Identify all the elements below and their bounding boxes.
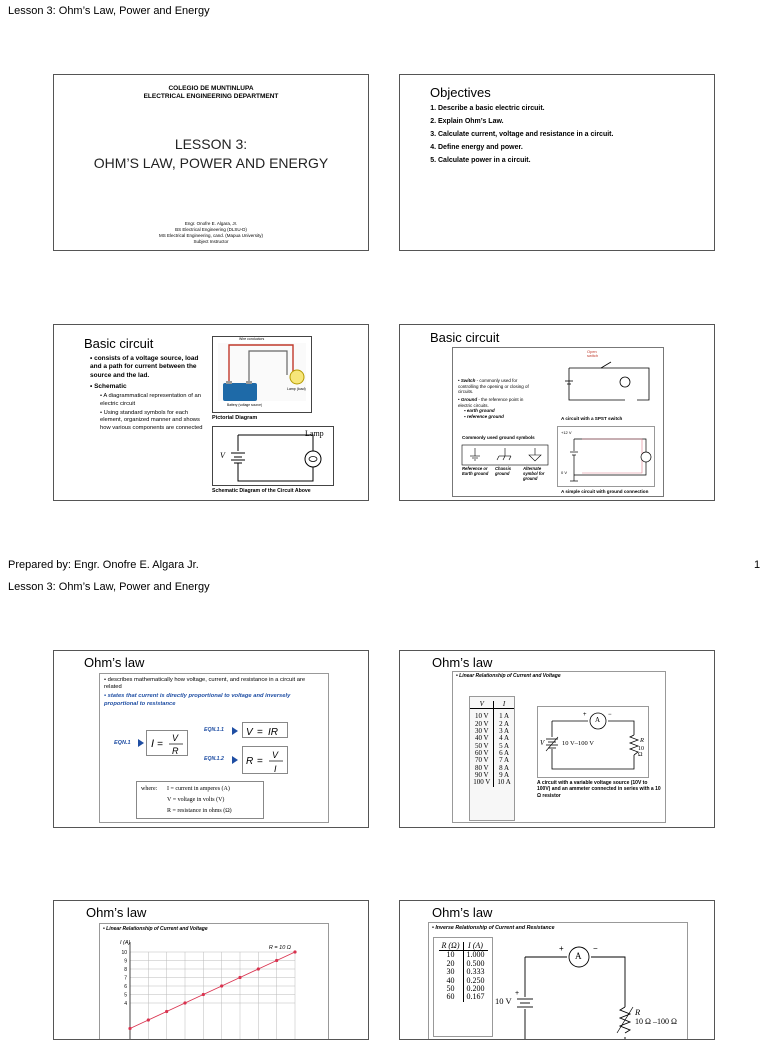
arrow-icon xyxy=(138,739,144,747)
table-row: 70 V 7 A xyxy=(470,757,514,764)
svg-text:V: V xyxy=(272,750,279,760)
objective-item: 2. Explain Ohm’s Law. xyxy=(438,115,613,128)
arrow-icon xyxy=(232,727,238,735)
diagram-label: Battery (voltage source) xyxy=(227,403,262,407)
slide-basic-circuit-1 xyxy=(53,324,369,501)
svg-text:V: V xyxy=(246,727,253,738)
symbols-heading: Commonly used ground symbols xyxy=(462,435,535,440)
svg-text:=: = xyxy=(257,756,263,767)
iv-chart xyxy=(100,924,329,1040)
chart-annotation: R = 10 Ω xyxy=(268,945,291,951)
page-number: 1 xyxy=(754,559,761,571)
ohms-law-table-figure xyxy=(452,671,666,823)
data-point xyxy=(128,1027,131,1030)
y-tick-label: 10 xyxy=(121,950,127,956)
svg-text:IR: IR xyxy=(268,727,278,738)
y-tick-label: 6 xyxy=(124,984,127,990)
svg-text:=: = xyxy=(257,727,263,738)
y-tick-label: 7 xyxy=(124,975,127,982)
table-header: I (A) xyxy=(463,942,488,951)
page-header: Lesson 3: Ohm’s Law, Power and Energy xyxy=(8,5,210,17)
ground-circuit xyxy=(557,426,655,487)
page-header: Lesson 3: Ohm’s Law, Power and Energy xyxy=(8,581,210,593)
data-point xyxy=(183,1001,186,1004)
data-point xyxy=(238,976,241,979)
table-row: 20 0.500 xyxy=(439,960,488,968)
figure-caption: A simple circuit with ground connection xyxy=(561,489,649,494)
figure-subtitle: • Linear Relationship of Current and Voltage xyxy=(456,673,561,679)
svg-text:−: − xyxy=(593,944,598,953)
switch-label: Open switch xyxy=(587,349,599,359)
voltage-label: 0 V xyxy=(561,470,568,475)
svg-text:=: = xyxy=(157,739,163,750)
equation-label: EQN.1 xyxy=(114,740,131,746)
arrow-icon xyxy=(232,756,238,764)
table-row: 60 0.167 xyxy=(439,993,488,1001)
data-point xyxy=(202,993,205,996)
series-line xyxy=(130,952,295,1029)
svg-text:V: V xyxy=(172,733,179,743)
where-label: where: xyxy=(141,786,158,792)
sub-bullet-text: • Using standard symbols for each element, organized manner and shows how various components are connected xyxy=(100,410,203,431)
source-value: 10 V xyxy=(495,996,512,1006)
ri-table xyxy=(433,937,493,1037)
svg-text:−: − xyxy=(608,712,612,718)
author-name: Engr. Onofre E. Algara, Jr. xyxy=(184,221,238,226)
definition-item: I = current in amperes (A) xyxy=(167,786,230,792)
data-point xyxy=(165,1010,168,1013)
sub-bullet-text: ▪ earth ground xyxy=(464,408,495,414)
variable-source-circuit xyxy=(537,706,649,778)
equation-box xyxy=(242,746,288,774)
table-row: 30 0.333 xyxy=(439,968,488,976)
symbol-label: Reference or Earth ground xyxy=(462,466,489,476)
variable-resistor-circuit xyxy=(495,937,685,1040)
ohms-law-figure xyxy=(99,673,329,823)
equation-box xyxy=(242,722,288,738)
table-row: 30 V 3 A xyxy=(470,728,514,735)
objective-item: 1. Describe a basic electric circuit. xyxy=(438,102,613,115)
resistor-label: R xyxy=(635,1007,641,1017)
table-header: R (Ω) xyxy=(441,941,460,950)
table-row: 60 V 6 A xyxy=(470,750,514,757)
page-footer: Prepared by: Engr. Onofre E. Algara Jr. xyxy=(8,559,199,571)
source-value: 10 V–100 V xyxy=(562,740,594,747)
table-row: 50 V 5 A xyxy=(470,743,514,750)
data-point xyxy=(147,1018,150,1021)
lesson-topic: OHM’S LAW, POWER AND ENERGY xyxy=(93,154,329,171)
diagram-label: Wire conductors xyxy=(239,337,265,341)
table-row: 50 0.200 xyxy=(439,985,488,993)
voltage-label: V xyxy=(540,739,545,747)
table-row: 40 0.250 xyxy=(439,977,488,985)
equation-box xyxy=(146,730,188,756)
voltage-label: V xyxy=(220,451,225,460)
resistor-range: 10 Ω –100 Ω xyxy=(635,1017,677,1026)
table-row: 10 1.000 xyxy=(439,951,488,960)
slide-heading: Basic circuit xyxy=(430,330,500,345)
objective-item: 4. Define energy and power. xyxy=(438,141,613,154)
objective-item: 3. Calculate current, voltage and resistance in a circuit. xyxy=(438,128,613,141)
slide-heading: Ohm’s law xyxy=(432,655,493,670)
definitions-box xyxy=(136,781,264,819)
bullet-text: • Ground - the reference point in electric circuits. xyxy=(458,396,524,408)
resistor-label: R xyxy=(640,737,644,744)
sub-bullet-text: ▪ reference ground xyxy=(464,413,504,419)
slide-ohms-law-3 xyxy=(53,900,369,1040)
definition-item: R = resistance in ohms (Ω) xyxy=(167,808,232,814)
figure-caption: A circuit with a SPST switch xyxy=(561,416,623,421)
ammeter-label: A xyxy=(575,951,582,961)
svg-text:I: I xyxy=(151,738,155,750)
svg-text:R: R xyxy=(172,746,179,756)
bullet-text: • states that current is directly proportional to voltage and inversely proportional to resistance xyxy=(104,693,291,707)
sub-bullet-text: • A diagrammatical representation of an electric circuit xyxy=(100,393,201,407)
slide-heading: Ohm’s law xyxy=(84,655,145,670)
svg-text:+: + xyxy=(559,944,564,953)
definition-item: V = voltage in volts (V) xyxy=(167,797,225,803)
lamp-label: Lamp xyxy=(305,429,324,438)
inverse-relationship-figure xyxy=(428,922,688,1040)
svg-text:+: + xyxy=(515,990,520,997)
table-row: 20 V 2 A xyxy=(470,721,514,728)
y-tick-label: 5 xyxy=(124,992,127,999)
bullet-text: • describes mathematically how voltage, current, and resistance in a circuit are related xyxy=(104,677,306,691)
department-name: ELECTRICAL ENGINEERING DEPARTMENT xyxy=(143,92,279,100)
author-credential: BS Electrical Engineering (DLSU-D) xyxy=(175,226,247,232)
diagram-label: Lamp (load) xyxy=(287,387,306,391)
data-point xyxy=(257,967,260,970)
equation-label: EQN.1.1 xyxy=(204,727,224,733)
symbol-label: Alternate symbol for ground xyxy=(523,466,545,481)
bullet-text: • consists of a voltage source, load and a path for current between the source and the lad. xyxy=(90,355,199,379)
data-point xyxy=(275,959,278,962)
table-header: V xyxy=(479,700,484,708)
schematic-diagram xyxy=(212,426,334,486)
y-axis-label: I (A) xyxy=(120,940,131,946)
slide-ohms-law-4 xyxy=(399,900,715,1040)
objective-item: 5. Calculate power in a circuit. xyxy=(438,154,613,167)
table-row: 90 V 9 A xyxy=(470,772,514,779)
bullet-text: • Switch - commonly used for controlling the opening or closing of circuits. xyxy=(458,378,529,395)
data-point xyxy=(293,950,296,953)
table-row: 10 V 1 A xyxy=(470,713,514,720)
slide-heading: Basic circuit xyxy=(84,336,154,351)
figure-subtitle: • Linear Relationship of Current and Voltage xyxy=(103,926,208,932)
svg-text:+: + xyxy=(583,712,587,718)
table-row: 40 V 4 A xyxy=(470,735,514,742)
author-role: Subject Instructor xyxy=(193,238,229,244)
school-name: COLEGIO DE MUNTINLUPA xyxy=(168,85,254,92)
slide-title xyxy=(53,74,369,251)
y-tick-label: 4 xyxy=(124,1001,127,1007)
figure-subtitle: • Inverse Relationship of Current and Resistance xyxy=(432,925,555,931)
objectives-list xyxy=(422,102,613,167)
table-row: 100 V 10 A xyxy=(470,779,514,786)
table-row: 80 V 8 A xyxy=(470,765,514,772)
table-header: I xyxy=(494,701,514,709)
y-tick-label: 8 xyxy=(124,967,127,973)
y-tick-label: 9 xyxy=(124,958,127,965)
slide-basic-circuit-2 xyxy=(399,324,715,501)
slide-heading: Objectives xyxy=(430,85,491,100)
figure-caption: Pictorial Diagram xyxy=(212,415,258,421)
author-credential: MS Electrical Engineering, cand. (Mapua University) xyxy=(158,232,264,238)
slide-ohms-law-2 xyxy=(399,650,715,828)
ground-switch-figure xyxy=(452,347,664,497)
bullet-text: • Schematic xyxy=(90,382,127,390)
voltage-label: +12 V xyxy=(561,430,572,435)
vi-table xyxy=(469,696,515,821)
slide-ohms-law-1 xyxy=(53,650,369,828)
slide-heading: Ohm’s law xyxy=(432,905,493,920)
svg-text:I: I xyxy=(274,764,277,774)
iv-chart-figure xyxy=(99,923,329,1040)
figure-caption: A circuit with a variable voltage source (10V to 100V) and an ammeter connected in series with a 10 Ω resistor xyxy=(537,780,661,799)
equation-label: EQN.1.2 xyxy=(204,756,224,762)
lesson-number: LESSON 3: xyxy=(174,136,248,152)
symbol-label: Chassis ground xyxy=(495,466,512,476)
ammeter-label: A xyxy=(595,716,601,724)
svg-text:R: R xyxy=(246,756,254,767)
data-point xyxy=(220,984,223,987)
pictorial-diagram xyxy=(212,336,312,413)
slide-heading: Ohm’s law xyxy=(86,905,147,920)
slide-objectives xyxy=(399,74,715,251)
resistor-value: 10 Ω xyxy=(638,746,644,758)
figure-caption: Schematic Diagram of the Circuit Above xyxy=(212,488,311,494)
